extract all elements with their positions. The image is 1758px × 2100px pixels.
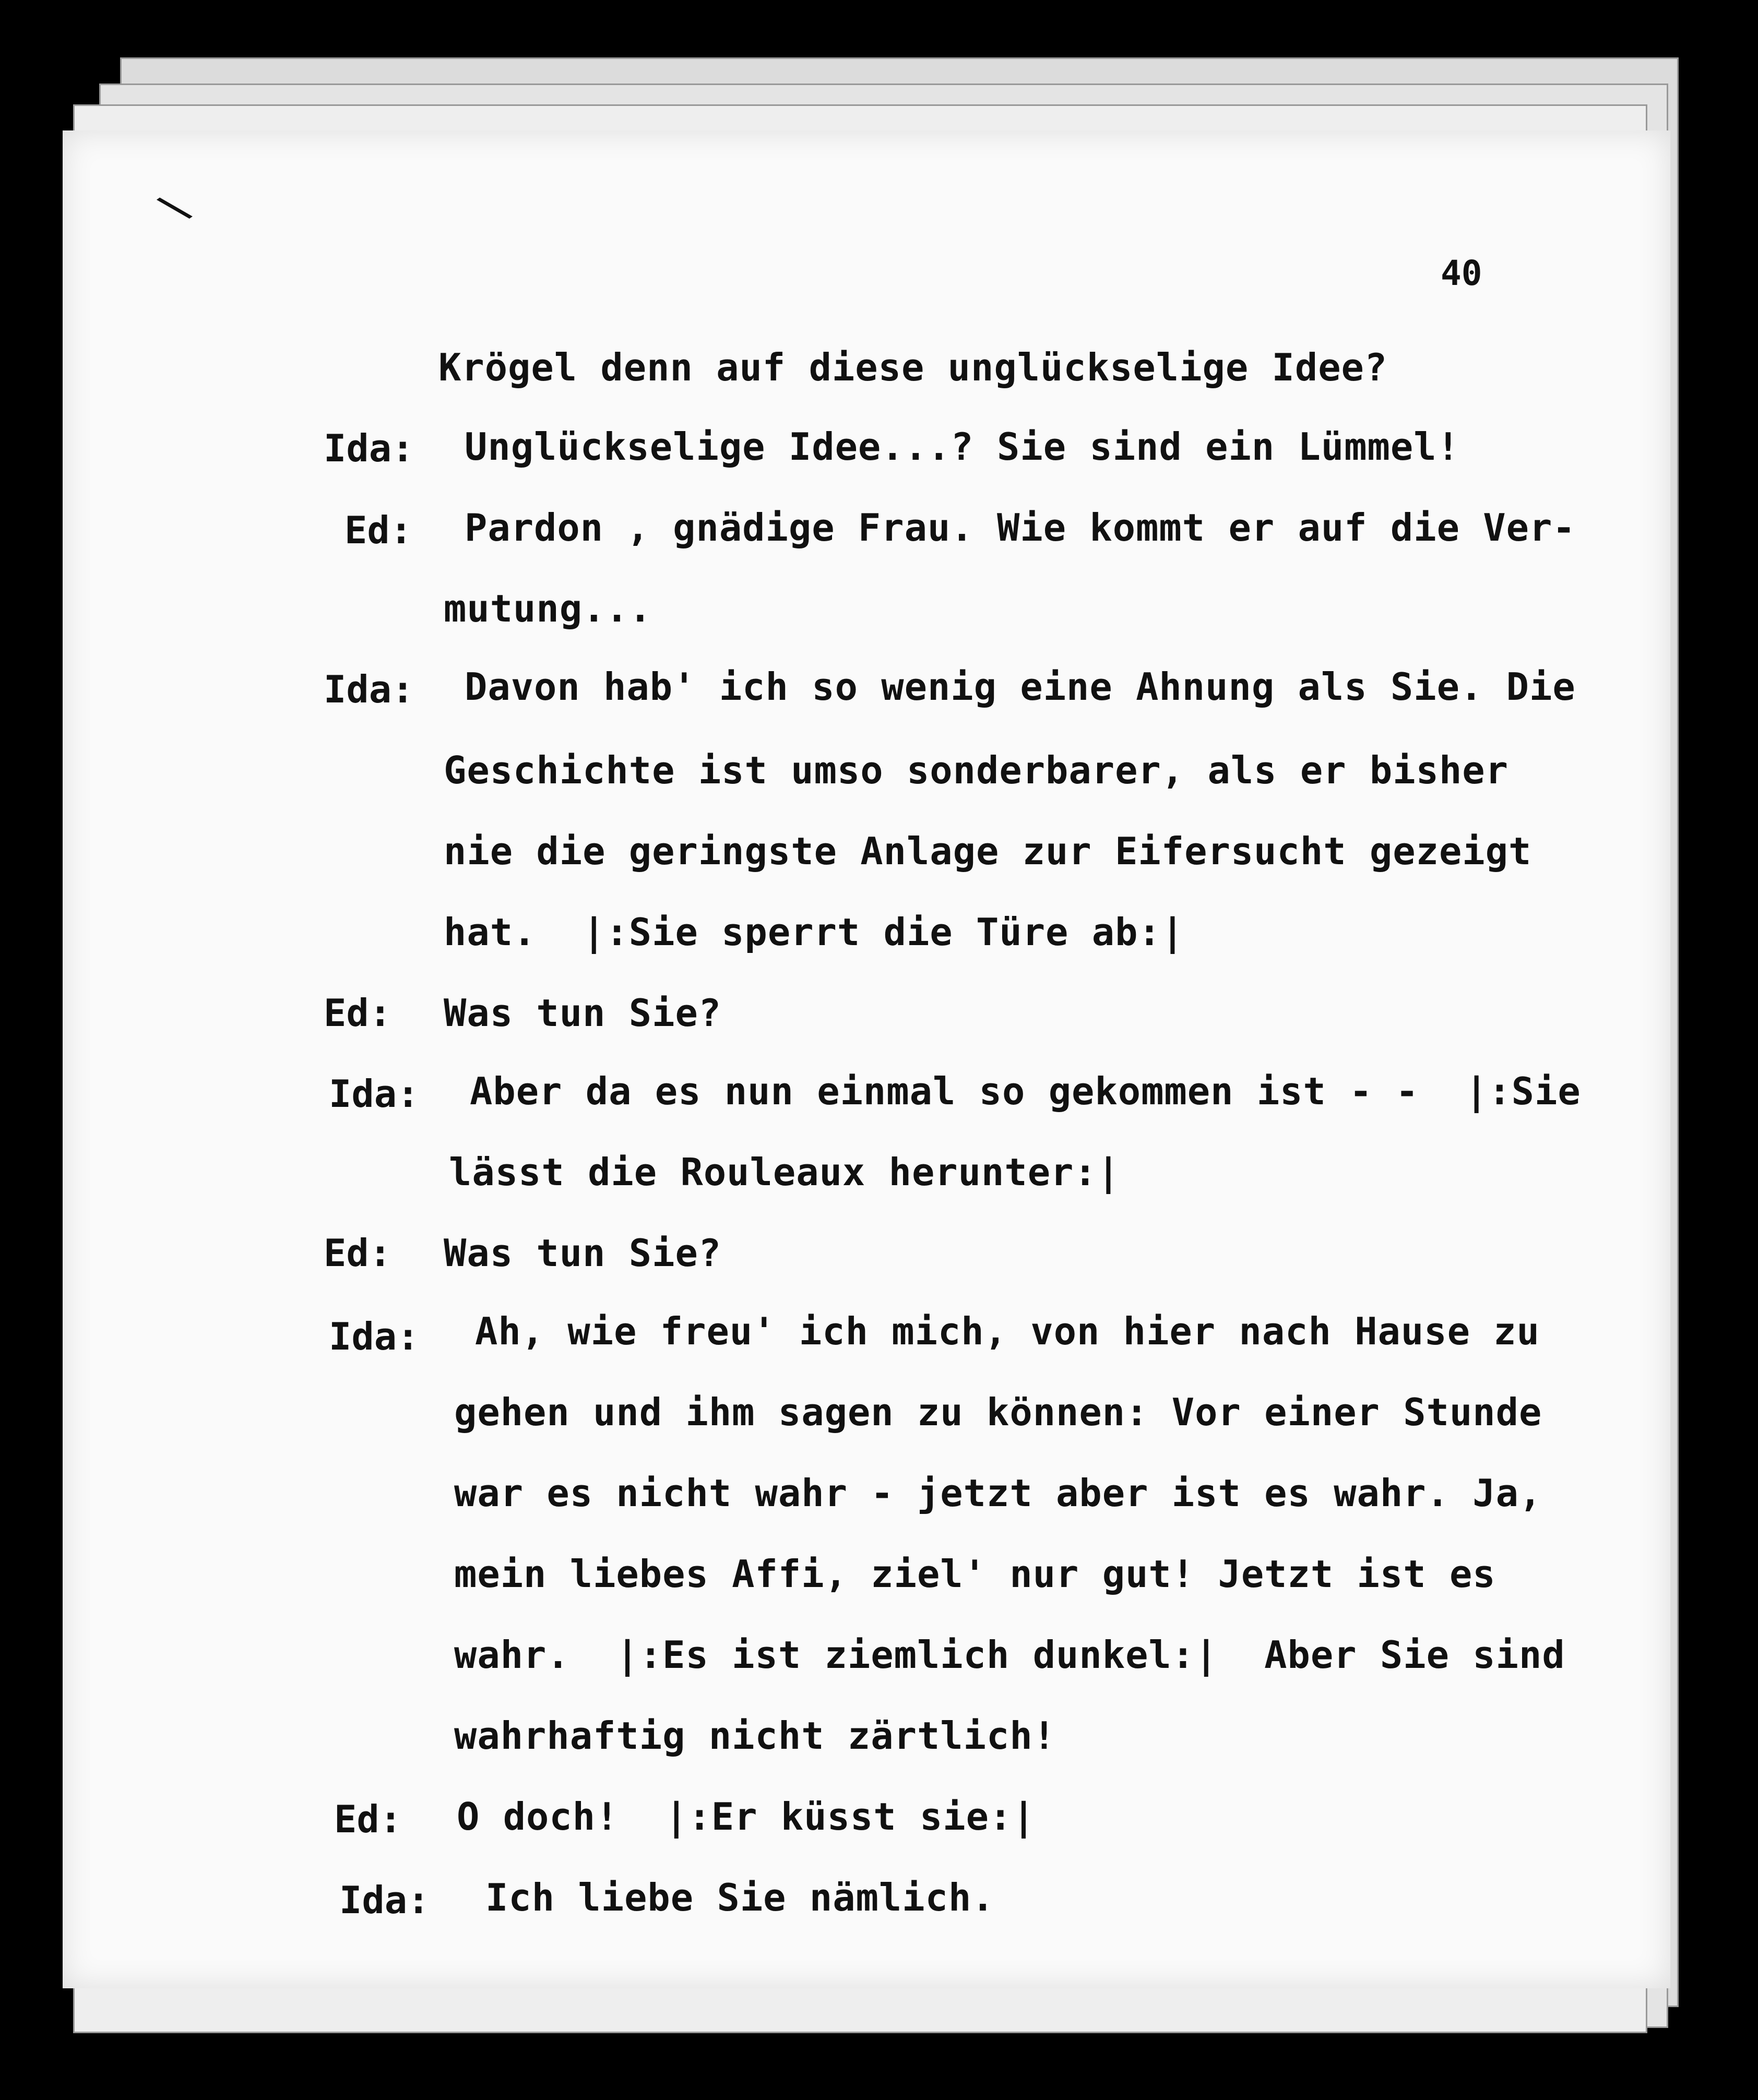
- script-line: mein liebes Affi, ziel' nur gut! Jetzt ist es: [454, 1552, 1496, 1596]
- speaker-label: Ida:: [339, 1878, 430, 1922]
- speaker-label: Ida:: [324, 426, 414, 470]
- script-line: Aber da es nun einmal so gekommen ist - - |:Sie: [470, 1069, 1581, 1113]
- script-line: Pardon , gnädige Frau. Wie kommt er auf die Ver-: [465, 506, 1576, 550]
- script-line: Was tun Sie?: [444, 1231, 722, 1275]
- speaker-label: Ed:: [324, 1231, 392, 1275]
- script-line: war es nicht wahr - jetzt aber ist es wahr. Ja,: [454, 1471, 1542, 1515]
- script-line: Ich liebe Sie nämlich.: [485, 1876, 995, 1919]
- script-line: O doch! |:Er küsst sie:|: [457, 1795, 1036, 1839]
- script-line: Unglückselige Idee...? Sie sind ein Lümmel!: [465, 425, 1460, 469]
- script-line: Davon hab' ich so wenig eine Ahnung als Sie. Die: [465, 665, 1576, 709]
- script-line: hat. |:Sie sperrt die Türe ab:|: [444, 910, 1185, 954]
- script-line: mutung...: [444, 587, 652, 630]
- speaker-label: Ida:: [324, 667, 414, 711]
- speaker-label: Ed:: [334, 1797, 402, 1841]
- script-line: Geschichte ist umso sonderbarer, als er bisher: [444, 748, 1508, 792]
- script-line: Was tun Sie?: [444, 991, 722, 1035]
- speaker-label: Ed:: [345, 508, 413, 552]
- script-line: wahr. |:Es ist ziemlich dunkel:| Aber Sie sind: [454, 1633, 1565, 1677]
- speaker-label: Ida:: [329, 1315, 420, 1358]
- document-page: [63, 130, 1670, 1988]
- script-line: lässt die Rouleaux herunter:|: [449, 1150, 1121, 1194]
- script-line: wahrhaftig nicht zärtlich!: [454, 1714, 1056, 1758]
- speaker-label: Ed:: [324, 991, 392, 1035]
- speaker-label: Ida:: [329, 1072, 420, 1116]
- script-line: Ah, wie freu' ich mich, von hier nach Hause zu: [475, 1309, 1540, 1353]
- page-number: 40: [1441, 253, 1482, 293]
- script-line: gehen und ihm sagen zu können: Vor einer Stunde: [454, 1390, 1542, 1434]
- pencil-mark: \: [150, 180, 199, 234]
- script-line: nie die geringste Anlage zur Eifersucht gezeigt: [444, 829, 1532, 873]
- script-line: Krögel denn auf diese unglückselige Idee?: [438, 345, 1388, 389]
